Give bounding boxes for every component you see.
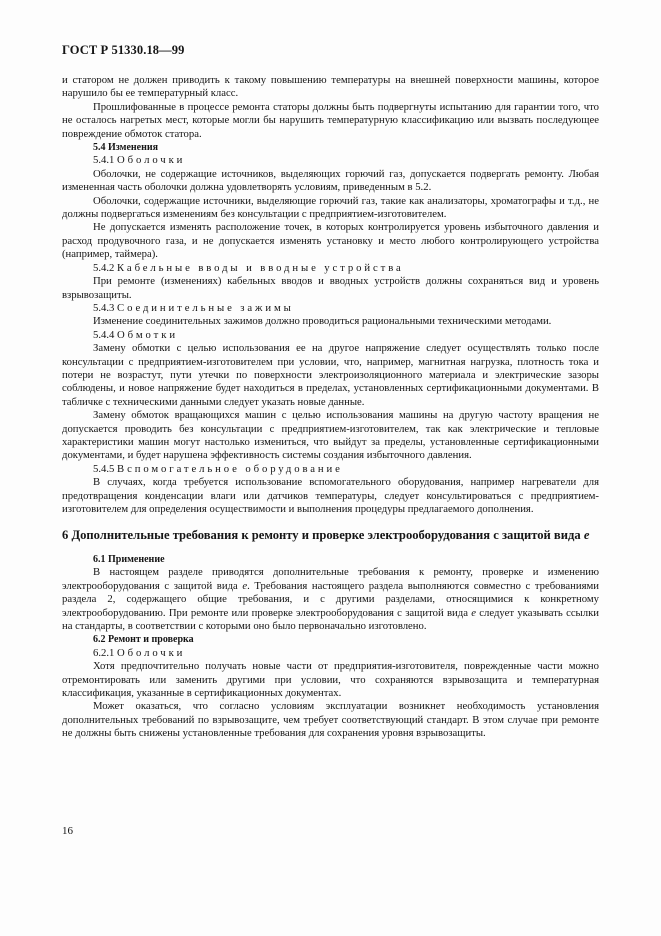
- clause-label: Обмотки: [117, 328, 178, 341]
- paragraph: [62, 566, 599, 633]
- paragraph: Прошлифованные в процессе ремонта статоры должны быть подвергнуты испытанию для гарантии того, что не осталось нагретых мест, которые могли бы нарушить температурную классификацию или вызвать последующее повреждение обмоток статора.: [62, 100, 599, 140]
- subsection-heading-5-4: 5.4 Изменения: [93, 142, 159, 154]
- clause-heading-5-4-3: [93, 302, 599, 315]
- paragraph: Замену обмоток вращающихся машин с целью использования машины на другую частоту вращения не допускается проводить без консультации с предприятием-изготовителем, так как электрические и тепловые характеристики машин могут настолько измениться, что выйдут за пределы, установленные сертификационными документами, и будет нарушена эффективность системы создания избыточного давления.: [62, 409, 599, 462]
- clause-number: 5.4.2: [93, 261, 115, 274]
- clause-label: Оболочки: [117, 154, 186, 167]
- subsection-heading-6-2: 6.2 Ремонт и проверка: [93, 634, 194, 646]
- clause-label: Кабельные вводы и вводные устройства: [117, 261, 404, 274]
- clause-number: 6.2.1: [93, 646, 115, 659]
- clause-number: 5.4.1: [93, 154, 115, 167]
- protection-type-letter: e: [583, 528, 590, 543]
- section-title-text: 6 Дополнительные требования к ремонту и проверке электрооборудования с защитой вида: [62, 528, 581, 543]
- page-number: 16: [62, 825, 73, 837]
- clause-number: 5.4.4: [93, 328, 115, 341]
- paragraph: Хотя предпочтительно получать новые части от предприятия-изготовителя, поврежденные части можно отремонтировать или заменить другими при условии, что сохраняются взрывозащита и температурная классификация, указанные в сертификационных документах.: [62, 660, 599, 699]
- clause-heading-6-2-1: [93, 647, 599, 660]
- protection-type-letter: e: [242, 579, 248, 592]
- paragraph: Замену обмотки с целью использования ее на другое напряжение следует осуществлять только после консультации с предприятием-изготовителем при условии, что, например, магнитная нагрузка, плотность тока и потери не возрастут, пути утечки по поверхности электроизоляционного материала и электрические зазоры соблюдены, и новое напряжение будет находиться в пределах, установленных сертификационными документами. В табличке с техническими данными следует указать новые данные.: [62, 342, 599, 408]
- text-run: В настоящем разделе приводятся дополнительные требования к ремонту, проверке и изменению электрооборудования с защитой вида: [62, 566, 599, 592]
- clause-heading-5-4-4: [93, 329, 599, 342]
- protection-type-letter: e: [471, 606, 476, 619]
- paragraph: Не допускается изменять расположение точек, в которых контролируется уровень избыточного давления и расход продувочного газа, и не допускается изменять установку и место любого контролирующего устройства (например, таймера).: [62, 221, 599, 261]
- paragraph: Оболочки, содержащие источники, выделяющие горючий газ, такие как анализаторы, хроматографы и т.д., не должны подвергаться изменениям без консультации с предприятием-изготовителем.: [62, 194, 599, 221]
- paragraph: Оболочки, не содержащие источников, выделяющих горючий газ, допускается подвергать ремонту. Любая измененная часть оболочки должна удовлетворять условиям, приведенным в 5.2.: [62, 167, 599, 194]
- section-6-title: [62, 527, 599, 544]
- subsection-heading-6-1: 6.1 Применение: [93, 553, 165, 565]
- paragraph: и статором не должен приводить к такому повышению температуры на внешней поверхности машины, которое нарушило бы ее температурный класс.: [62, 74, 599, 100]
- clause-label: Соединительные зажимы: [117, 301, 294, 314]
- document-body: [62, 74, 599, 741]
- paragraph: Может оказаться, что согласно условиям эксплуатации возникнет необходимость установления дополнительных требований по взрывозащите, чем требует соответствующий стандарт. В этом случае при ремонте не должны быть снижены установленные требования для сохранения уровня взрывозащиты.: [62, 700, 599, 740]
- text-run: . Требования настоящего раздела выполняются совместно с требованиями раздела 2, содержащего общие требования, и с другими разделами, относящимися к конкретному электрооборудованию. При ремонте или проверке электрооборудования с защитой вида: [62, 579, 599, 619]
- clause-label: Оболочки: [117, 646, 186, 659]
- clause-heading-5-4-2: [93, 262, 599, 275]
- clause-heading-5-4-1: [93, 154, 599, 167]
- clause-label: Вспомогательное оборудование: [117, 462, 343, 475]
- clause-number: 5.4.3: [93, 301, 115, 314]
- paragraph: В случаях, когда требуется использование вспомогательного оборудования, например нагреватели для предотвращения конденсации влаги или датчиков температуры, следует консультироваться с предприятием-изготовителем для определения осуществимости и выполнения процедуры предлагаемого дополнения.: [62, 476, 599, 515]
- clause-number: 5.4.5: [93, 462, 115, 475]
- paragraph: Изменение соединительных зажимов должно проводиться рациональными техническими методами.: [93, 315, 552, 328]
- clause-heading-5-4-5: [93, 463, 599, 476]
- document-header: ГОСТ Р 51330.18—99: [62, 43, 185, 57]
- paragraph: При ремонте (изменениях) кабельных вводов и вводных устройств должны сохраняться вид и уровень взрывозащиты.: [62, 275, 599, 301]
- text-run: следует указывать ссылки на стандарты, в соответствии с которыми оно было первоначально изготовлено.: [62, 606, 599, 632]
